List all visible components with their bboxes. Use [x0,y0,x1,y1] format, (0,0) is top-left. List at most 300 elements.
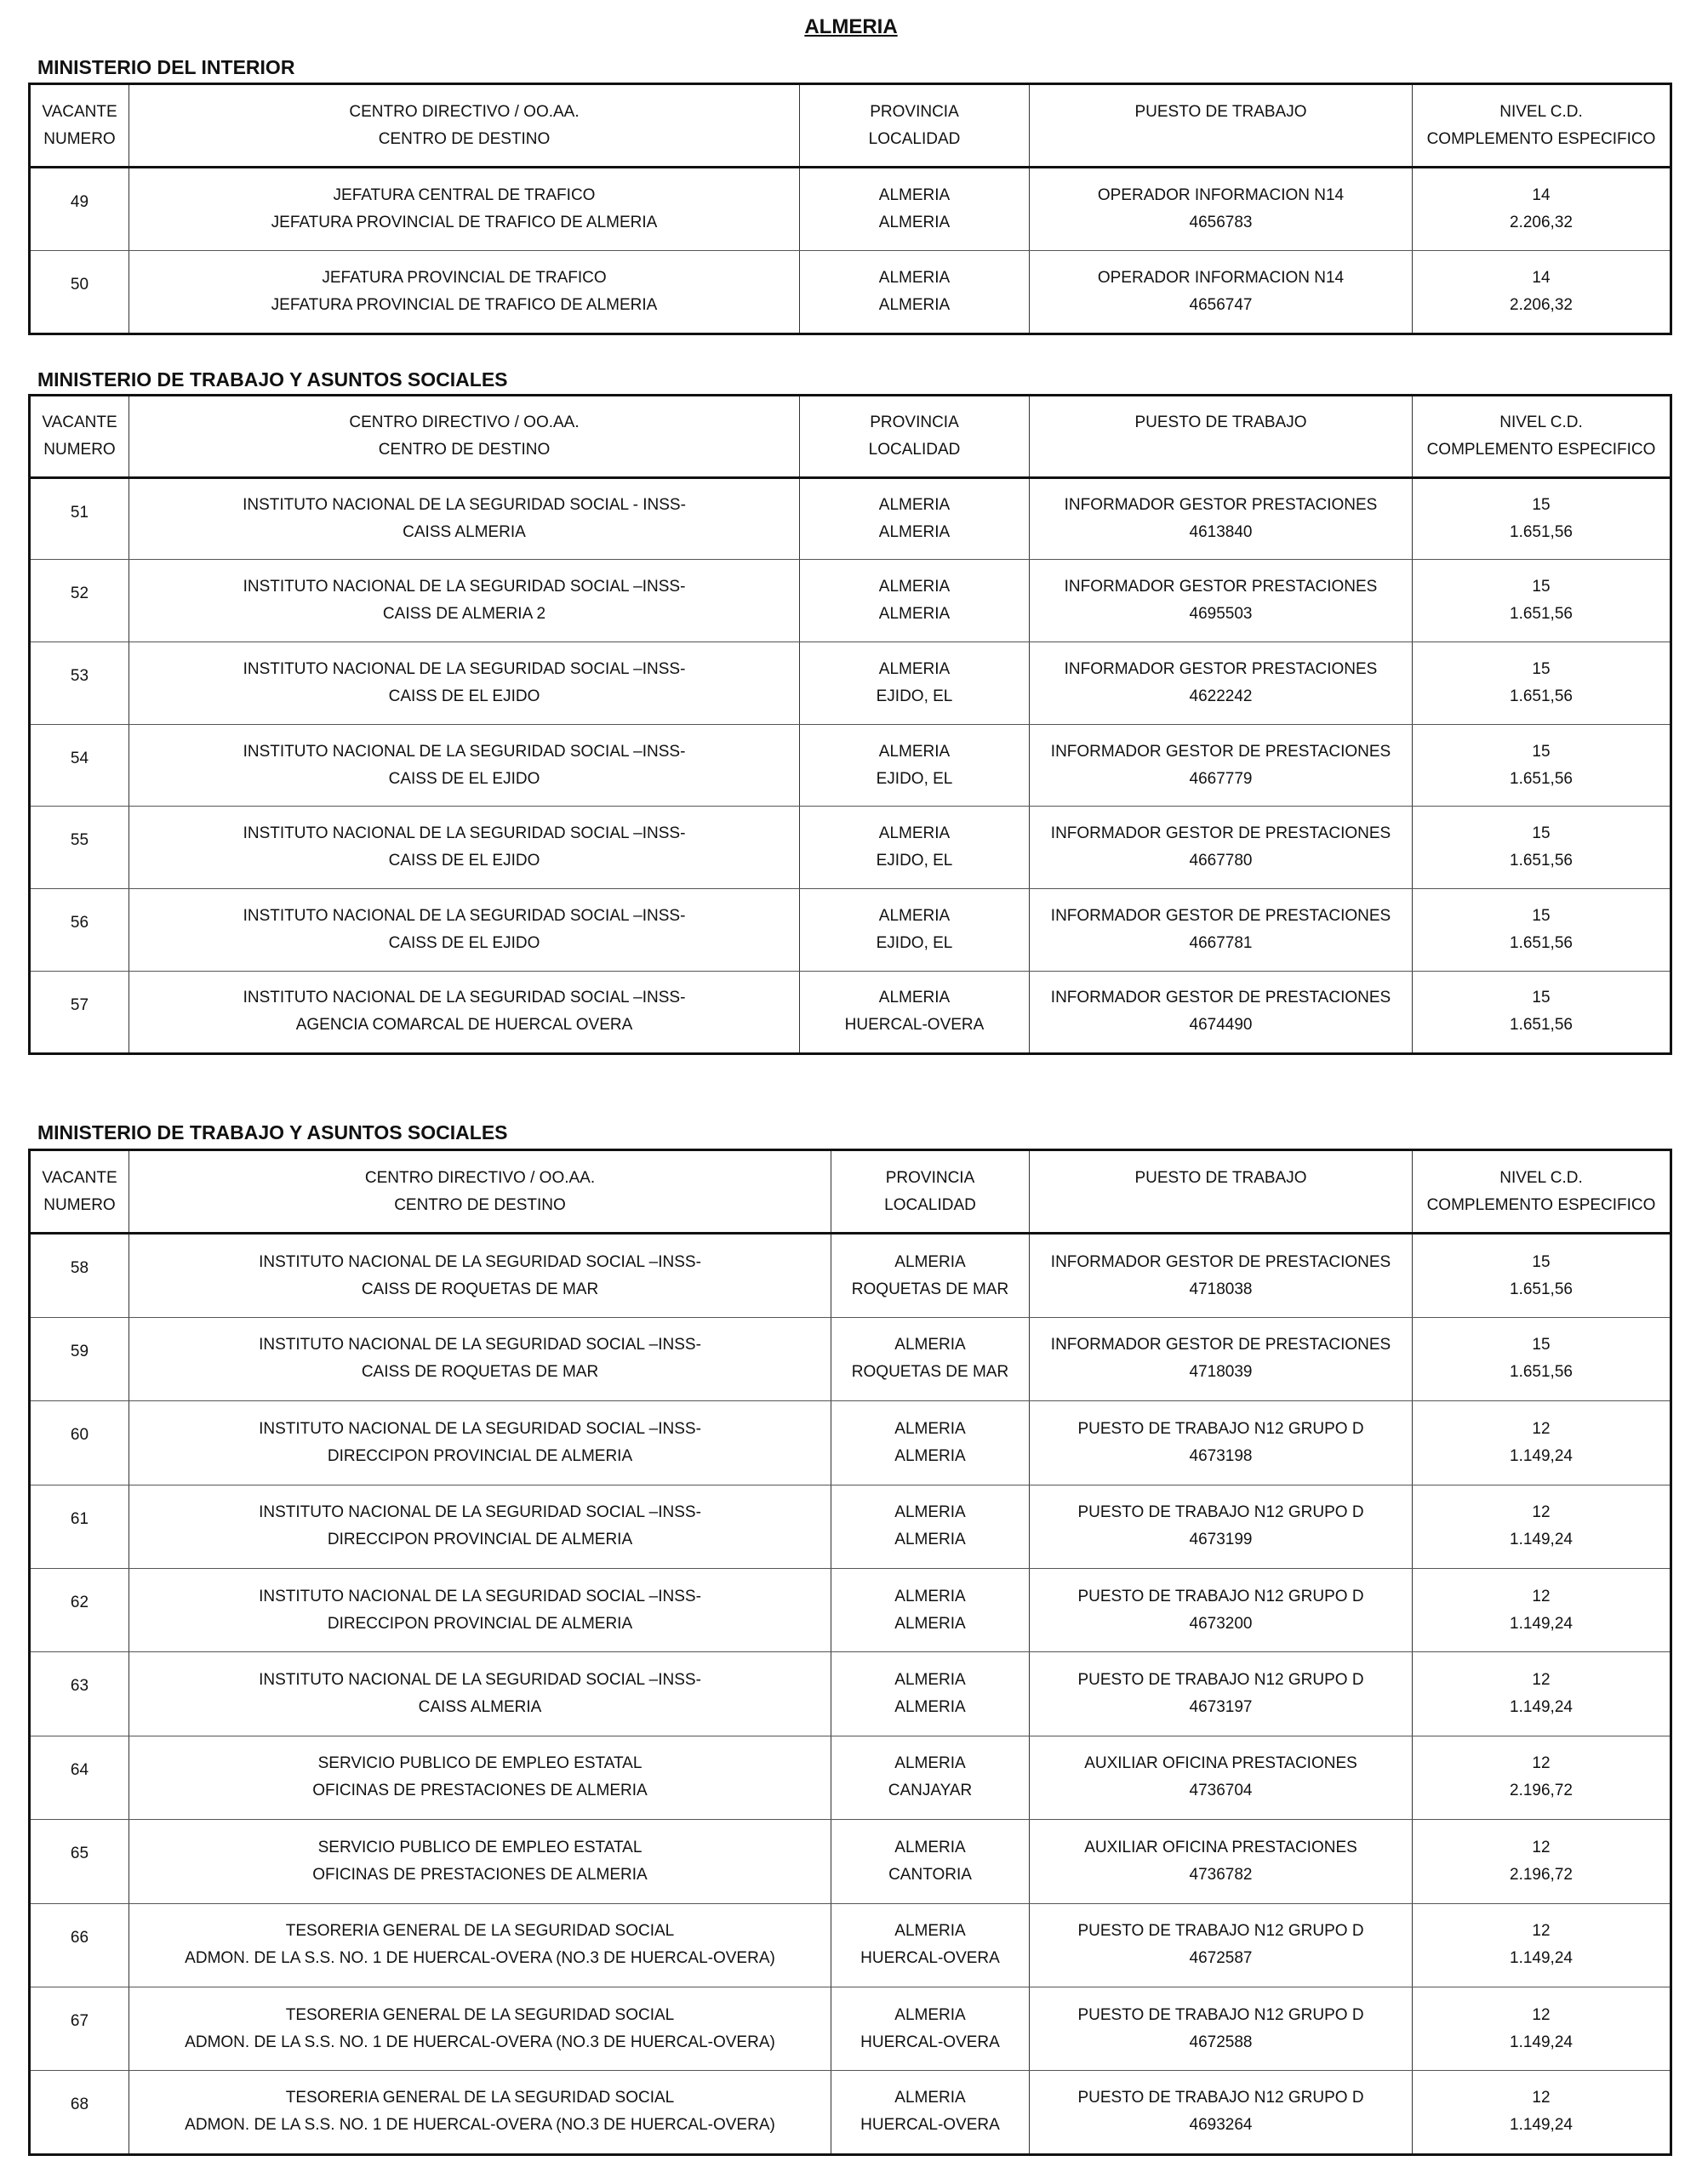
nivel-complemento-line: 1.149,24 [1510,2033,1573,2051]
nivel-complemento [1413,1736,1671,1819]
table-row [30,1652,1671,1736]
centro-destino [129,724,800,807]
centro-destino [129,1234,831,1317]
centro-destino [129,1401,831,1485]
centro-destino-line: SERVICIO PUBLICO DE EMPLEO ESTATAL [317,1754,643,1773]
table-row [30,1401,1671,1485]
centro-destino-line: CAISS ALMERIA [403,523,526,542]
nivel-complemento-line: 2.206,32 [1510,214,1573,231]
vacante-numero: 56 [30,889,129,972]
puesto-trabajo [1030,1987,1413,2070]
nivel-complemento [1413,251,1671,334]
puesto-trabajo-line: INFORMADOR GESTOR DE PRESTACIONES [1050,824,1391,843]
vacante-numero: 51 [30,477,129,560]
nivel-complemento-line: 1.651,56 [1510,605,1573,624]
centro-destino-line: CAISS DE EL EJIDO [388,769,540,788]
puesto-trabajo-line: 4674490 [1189,1016,1253,1035]
header-puesto-trabajo-line [1033,1192,1408,1219]
table-row [30,889,1671,972]
provincia-localidad-line: ROQUETAS DE MAR [851,1280,1009,1298]
puesto-trabajo-line: 4673200 [1189,1614,1253,1633]
table-row [30,1568,1671,1651]
provincia-localidad [831,1568,1030,1651]
centro-destino-line: INSTITUTO NACIONAL DE LA SEGURIDAD SOCIAL –INSS- [243,824,686,843]
table-row [30,642,1671,725]
provincia-localidad-line: HUERCAL-OVERA [860,2033,1000,2051]
nivel-complemento-line: 14 [1532,186,1551,204]
puesto-trabajo [1030,1234,1413,1317]
centro-destino-line: DIRECCIPON PROVINCIAL DE ALMERIA [327,1531,633,1549]
centro-destino-line: CAISS DE ROQUETAS DE MAR [361,1280,599,1298]
nivel-complemento-line: 15 [1532,989,1551,1007]
header-nivel-complemento [1413,84,1671,168]
table-row [30,251,1671,334]
puesto-trabajo-line: 4673198 [1189,1446,1253,1465]
centro-destino-line: INSTITUTO NACIONAL DE LA SEGURIDAD SOCIAL –INSS- [243,578,686,596]
puesto-trabajo-line: 4718039 [1189,1363,1253,1382]
vacante-numero: 60 [30,1401,129,1485]
header-vacante-numero-line: NUMERO [43,1195,116,1214]
provincia-localidad [800,168,1030,251]
provincia-localidad [831,1485,1030,1568]
centro-destino [129,477,800,560]
nivel-complemento [1413,1401,1671,1485]
vacante-numero: 64 [30,1736,129,1819]
nivel-complemento-line: 1.149,24 [1510,1446,1573,1465]
nivel-complemento [1413,1234,1671,1317]
provincia-localidad-line: EJIDO, EL [876,852,953,870]
nivel-complemento [1413,889,1671,972]
puesto-trabajo-line: 4718038 [1189,1280,1253,1298]
table-row [30,724,1671,807]
nivel-complemento-line: 1.651,56 [1510,933,1573,952]
table-row [30,560,1671,642]
puesto-trabajo [1030,642,1413,725]
puesto-trabajo-line: 4736704 [1189,1782,1253,1800]
vacante-numero: 68 [30,2071,129,2154]
centro-destino-line: JEFATURA PROVINCIAL DE TRAFICO DE ALMERIA [271,214,658,231]
nivel-complemento-line: 1.149,24 [1510,1949,1573,1968]
nivel-complemento-line: 12 [1532,1587,1551,1605]
puesto-trabajo-line: INFORMADOR GESTOR PRESTACIONES [1064,659,1378,678]
puesto-trabajo [1030,2071,1413,2154]
nivel-complemento [1413,1485,1671,1568]
nivel-complemento [1413,477,1671,560]
provincia-localidad-line: ALMERIA [894,1614,966,1633]
nivel-complemento [1413,642,1671,725]
table-row [30,1903,1671,1987]
nivel-complemento-line: 1.651,56 [1510,852,1573,870]
centro-destino-line: TESORERIA GENERAL DE LA SEGURIDAD SOCIAL [285,2089,675,2107]
puesto-trabajo-line: INFORMADOR GESTOR DE PRESTACIONES [1050,989,1391,1007]
puesto-trabajo [1030,1401,1413,1485]
puesto-trabajo-line: 4667780 [1189,852,1253,870]
puesto-trabajo [1030,1652,1413,1736]
nivel-complemento-line: 12 [1532,1754,1551,1773]
centro-destino-line: JEFATURA CENTRAL DE TRAFICO [333,186,596,204]
provincia-localidad [831,1903,1030,1987]
centro-destino [129,889,800,972]
puesto-trabajo-line: 4656783 [1189,214,1253,231]
table-row [30,1485,1671,1568]
header-centro-directivo-line: CENTRO DIRECTIVO / OO.AA. [364,1168,596,1187]
centro-destino-line: INSTITUTO NACIONAL DE LA SEGURIDAD SOCIAL –INSS- [259,1419,701,1438]
puesto-trabajo-line: INFORMADOR GESTOR PRESTACIONES [1064,496,1378,515]
vacante-numero: 54 [30,724,129,807]
puesto-trabajo-line: PUESTO DE TRABAJO N12 GRUPO D [1077,1922,1364,1941]
puesto-trabajo-line: OPERADOR INFORMACION N14 [1097,186,1345,204]
nivel-complemento-line: 15 [1532,1336,1551,1354]
puesto-trabajo [1030,971,1413,1053]
puesto-trabajo-line: 4672588 [1189,2033,1253,2051]
header-nivel-complemento-line: NIVEL C.D. [1499,1168,1583,1187]
table-row [30,477,1671,560]
centro-destino [129,168,800,251]
nivel-complemento [1413,560,1671,642]
puesto-trabajo-line: PUESTO DE TRABAJO N12 GRUPO D [1077,1587,1364,1605]
centro-destino-line: INSTITUTO NACIONAL DE LA SEGURIDAD SOCIAL –INSS- [259,1671,701,1690]
header-nivel-complemento-line: NIVEL C.D. [1499,413,1583,431]
nivel-complemento-line: 15 [1532,496,1551,515]
provincia-localidad-line: ALMERIA [894,1446,966,1465]
puesto-trabajo-line: AUXILIAR OFICINA PRESTACIONES [1084,1838,1357,1856]
centro-destino-line: INSTITUTO NACIONAL DE LA SEGURIDAD SOCIAL –INSS- [243,659,686,678]
centro-destino [129,971,800,1053]
table-row [30,1234,1671,1317]
header-puesto-trabajo-line [1033,436,1408,464]
centro-destino [129,807,800,889]
vacante-numero: 66 [30,1903,129,1987]
provincia-localidad-line: ALMERIA [894,1671,966,1690]
vacante-numero: 59 [30,1317,129,1400]
vacancies-table-interior [28,83,1672,335]
centro-destino-line: CAISS DE ROQUETAS DE MAR [361,1363,599,1382]
table-row [30,971,1671,1053]
provincia-localidad [831,1317,1030,1400]
nivel-complemento-line: 1.651,56 [1510,1280,1573,1298]
centro-destino-line: CAISS DE EL EJIDO [388,852,540,870]
centro-destino-line: AGENCIA COMARCAL DE HUERCAL OVERA [295,1016,633,1035]
provincia-localidad [800,642,1030,725]
header-centro-directivo-line: CENTRO DIRECTIVO / OO.AA. [349,413,580,431]
provincia-localidad-line: ALMERIA [878,578,951,596]
header-nivel-complemento-line: COMPLEMENTO ESPECIFICO [1426,129,1656,148]
provincia-localidad-line: ALMERIA [878,214,951,231]
provincia-localidad [800,477,1030,560]
puesto-trabajo [1030,1568,1413,1651]
nivel-complemento-line: 1.651,56 [1510,1016,1573,1035]
provincia-localidad [800,251,1030,334]
table-row [30,1820,1671,1903]
nivel-complemento [1413,2071,1671,2154]
provincia-localidad-line: ALMERIA [878,296,951,314]
puesto-trabajo-line: 4673199 [1189,1531,1253,1549]
nivel-complemento-line: 1.651,56 [1510,687,1573,705]
provincia-localidad-line: EJIDO, EL [876,933,953,952]
centro-destino-line: CAISS ALMERIA [418,1698,542,1717]
puesto-trabajo-line: 4667781 [1189,933,1253,952]
nivel-complemento [1413,971,1671,1053]
header-nivel-complemento [1413,1150,1671,1234]
puesto-trabajo-line: PUESTO DE TRABAJO N12 GRUPO D [1077,2005,1364,2024]
vacante-numero: 50 [30,251,129,334]
puesto-trabajo-line: 4695503 [1189,605,1253,624]
centro-destino-line: ADMON. DE LA S.S. NO. 1 DE HUERCAL-OVERA (NO.3 DE HUERCAL-OVERA) [185,1949,775,1968]
vacancies-table-trabajo-2 [28,1149,1672,2156]
nivel-complemento-line: 1.651,56 [1510,523,1573,542]
vacante-numero: 52 [30,560,129,642]
puesto-trabajo-line: 4656747 [1189,296,1253,314]
provincia-localidad-line: ALMERIA [894,1587,966,1605]
header-row [30,84,1671,168]
provincia-localidad-line: ALMERIA [878,523,951,542]
nivel-complemento-line: 15 [1532,742,1551,761]
centro-destino-line: DIRECCIPON PROVINCIAL DE ALMERIA [327,1614,633,1633]
provincia-localidad-line: ALMERIA [894,1838,966,1856]
centro-destino [129,1317,831,1400]
puesto-trabajo-line: INFORMADOR GESTOR DE PRESTACIONES [1050,1336,1391,1354]
header-centro-directivo [129,396,800,478]
provincia-localidad [831,1234,1030,1317]
nivel-complemento-line: 2.196,72 [1510,1782,1573,1800]
provincia-localidad-line: ALMERIA [878,906,951,925]
provincia-localidad [831,1987,1030,2070]
table-row [30,1736,1671,1819]
provincia-localidad [831,2071,1030,2154]
centro-destino-line: JEFATURA PROVINCIAL DE TRAFICO DE ALMERIA [271,296,658,314]
header-centro-directivo-line: CENTRO DE DESTINO [378,129,551,148]
section-heading-trabajo-2: MINISTERIO DE TRABAJO Y ASUNTOS SOCIALES [37,1121,508,1143]
nivel-complemento-line: 1.149,24 [1510,1614,1573,1633]
nivel-complemento-line: 1.149,24 [1510,1698,1573,1717]
nivel-complemento-line: 15 [1532,824,1551,843]
header-vacante-numero-line: NUMERO [43,440,116,459]
puesto-trabajo-line: PUESTO DE TRABAJO N12 GRUPO D [1077,2089,1364,2107]
vacante-numero: 53 [30,642,129,725]
header-provincia-localidad-line: LOCALIDAD [868,129,961,148]
centro-destino-line: INSTITUTO NACIONAL DE LA SEGURIDAD SOCIAL –INSS- [259,1336,701,1354]
header-puesto-trabajo [1030,1150,1413,1234]
nivel-complemento [1413,1820,1671,1903]
nivel-complemento-line: 12 [1532,1419,1551,1438]
nivel-complemento-line: 12 [1532,1671,1551,1690]
provincia-localidad-line: EJIDO, EL [876,687,953,705]
centro-destino-line: INSTITUTO NACIONAL DE LA SEGURIDAD SOCIAL - INSS- [243,496,686,515]
centro-destino-line: INSTITUTO NACIONAL DE LA SEGURIDAD SOCIAL –INSS- [259,1587,701,1605]
centro-destino [129,1485,831,1568]
header-row [30,396,1671,478]
header-puesto-trabajo-line: PUESTO DE TRABAJO [1134,102,1307,121]
centro-destino [129,1820,831,1903]
nivel-complemento [1413,1987,1671,2070]
centro-destino-line: TESORERIA GENERAL DE LA SEGURIDAD SOCIAL [285,1922,675,1941]
centro-destino-line: INSTITUTO NACIONAL DE LA SEGURIDAD SOCIAL –INSS- [243,906,686,925]
header-vacante-numero [30,1150,129,1234]
provincia-localidad-line: ALMERIA [894,2089,966,2107]
vacancies-table-trabajo-1 [28,394,1672,1055]
header-centro-directivo-line: CENTRO DE DESTINO [394,1195,566,1214]
header-provincia-localidad-line: PROVINCIA [885,1168,975,1187]
centro-destino [129,1652,831,1736]
centro-destino-line: INSTITUTO NACIONAL DE LA SEGURIDAD SOCIAL –INSS- [243,742,686,761]
centro-destino [129,251,800,334]
header-nivel-complemento [1413,396,1671,478]
section-heading-trabajo-1: MINISTERIO DE TRABAJO Y ASUNTOS SOCIALES [37,368,508,391]
nivel-complemento-line: 15 [1532,578,1551,596]
centro-destino-line: JEFATURA PROVINCIAL DE TRAFICO [322,269,607,287]
header-provincia-localidad-line: PROVINCIA [870,413,959,431]
puesto-trabajo [1030,1317,1413,1400]
header-provincia-localidad [800,84,1030,168]
provincia-localidad [800,724,1030,807]
nivel-complemento [1413,168,1671,251]
provincia-localidad [800,889,1030,972]
centro-destino-line: INSTITUTO NACIONAL DE LA SEGURIDAD SOCIAL –INSS- [259,1252,701,1271]
provincia-localidad-line: ALMERIA [878,605,951,624]
header-vacante-numero-line: VACANTE [42,1168,117,1187]
provincia-localidad-line: ALMERIA [878,186,951,204]
puesto-trabajo-line: INFORMADOR GESTOR PRESTACIONES [1064,578,1378,596]
nivel-complemento-line: 12 [1532,1838,1551,1856]
provincia-localidad-line: ALMERIA [894,1698,966,1717]
provincia-localidad-line: ALMERIA [894,1531,966,1549]
centro-destino [129,1736,831,1819]
puesto-trabajo [1030,168,1413,251]
header-centro-directivo-line: CENTRO DIRECTIVO / OO.AA. [349,102,580,121]
centro-destino [129,560,800,642]
nivel-complemento-line: 14 [1532,269,1551,287]
header-row [30,1150,1671,1234]
provincia-localidad-line: ALMERIA [894,1252,966,1271]
provincia-localidad [800,971,1030,1053]
provincia-localidad [800,560,1030,642]
nivel-complemento-line: 15 [1532,906,1551,925]
centro-destino-line: SERVICIO PUBLICO DE EMPLEO ESTATAL [317,1838,643,1856]
nivel-complemento-line: 1.651,56 [1510,1363,1573,1382]
puesto-trabajo-line: 4667779 [1189,769,1253,788]
centro-destino-line: CAISS DE ALMERIA 2 [382,605,546,624]
centro-destino [129,1987,831,2070]
provincia-localidad-line: ROQUETAS DE MAR [851,1363,1009,1382]
centro-destino-line: DIRECCIPON PROVINCIAL DE ALMERIA [327,1446,633,1465]
centro-destino-line: INSTITUTO NACIONAL DE LA SEGURIDAD SOCIAL –INSS- [243,989,686,1007]
header-provincia-localidad [800,396,1030,478]
vacante-numero: 57 [30,971,129,1053]
vacante-numero: 63 [30,1652,129,1736]
centro-destino [129,1568,831,1651]
puesto-trabajo [1030,1820,1413,1903]
nivel-complemento-line: 1.149,24 [1510,2116,1573,2135]
provincia-localidad-line: EJIDO, EL [876,769,953,788]
provincia-localidad-line: ALMERIA [894,1754,966,1773]
centro-destino-line: OFICINAS DE PRESTACIONES DE ALMERIA [312,1782,648,1800]
header-nivel-complemento-line: NIVEL C.D. [1499,102,1583,121]
centro-destino-line: CAISS DE EL EJIDO [388,687,540,705]
puesto-trabajo [1030,1736,1413,1819]
puesto-trabajo-line: INFORMADOR GESTOR DE PRESTACIONES [1050,742,1391,761]
header-puesto-trabajo-line [1033,126,1408,153]
centro-destino [129,2071,831,2154]
table-row [30,1987,1671,2070]
puesto-trabajo [1030,1903,1413,1987]
header-provincia-localidad-line: LOCALIDAD [884,1195,976,1214]
centro-destino-line: INSTITUTO NACIONAL DE LA SEGURIDAD SOCIAL –INSS- [259,1503,701,1522]
header-provincia-localidad-line: LOCALIDAD [868,440,961,459]
header-vacante-numero-line: VACANTE [42,102,117,121]
vacante-numero: 65 [30,1820,129,1903]
header-vacante-numero [30,396,129,478]
vacante-numero: 55 [30,807,129,889]
header-nivel-complemento-line: COMPLEMENTO ESPECIFICO [1426,1195,1656,1214]
puesto-trabajo-line: INFORMADOR GESTOR DE PRESTACIONES [1050,906,1391,925]
nivel-complemento-line: 1.149,24 [1510,1531,1573,1549]
puesto-trabajo-line: PUESTO DE TRABAJO N12 GRUPO D [1077,1671,1364,1690]
nivel-complemento-line: 12 [1532,1503,1551,1522]
nivel-complemento [1413,1903,1671,1987]
puesto-trabajo-line: INFORMADOR GESTOR DE PRESTACIONES [1050,1252,1391,1271]
puesto-trabajo-line: AUXILIAR OFICINA PRESTACIONES [1084,1754,1357,1773]
puesto-trabajo [1030,807,1413,889]
provincia-localidad-line: ALMERIA [878,742,951,761]
header-vacante-numero-line: NUMERO [43,129,116,148]
nivel-complemento-line: 1.651,56 [1510,769,1573,788]
nivel-complemento [1413,1317,1671,1400]
puesto-trabajo-line: 4613840 [1189,523,1253,542]
header-provincia-localidad [831,1150,1030,1234]
nivel-complemento-line: 12 [1532,2005,1551,2024]
centro-destino-line: CAISS DE EL EJIDO [388,933,540,952]
header-vacante-numero [30,84,129,168]
table-row [30,2071,1671,2154]
centro-destino-line: ADMON. DE LA S.S. NO. 1 DE HUERCAL-OVERA (NO.3 DE HUERCAL-OVERA) [185,2116,775,2135]
header-centro-directivo [129,84,800,168]
header-puesto-trabajo-line: PUESTO DE TRABAJO [1134,1168,1307,1187]
nivel-complemento-line: 12 [1532,2089,1551,2107]
provincia-localidad-line: ALMERIA [878,989,951,1007]
provincia-localidad-line: ALMERIA [894,2005,966,2024]
puesto-trabajo [1030,251,1413,334]
nivel-complemento-line: 15 [1532,1252,1551,1271]
provincia-localidad [831,1736,1030,1819]
puesto-trabajo-line: 4736782 [1189,1865,1253,1884]
vacante-numero: 67 [30,1987,129,2070]
provincia-localidad-line: HUERCAL-OVERA [860,1949,1000,1968]
puesto-trabajo-line: PUESTO DE TRABAJO N12 GRUPO D [1077,1419,1364,1438]
provincia-localidad-line: ALMERIA [894,1419,966,1438]
header-centro-directivo [129,1150,831,1234]
puesto-trabajo-line: 4622242 [1189,687,1253,705]
header-vacante-numero-line: VACANTE [42,413,117,431]
nivel-complemento [1413,807,1671,889]
nivel-complemento [1413,1652,1671,1736]
vacante-numero: 61 [30,1485,129,1568]
provincia-localidad-line: HUERCAL-OVERA [860,2116,1000,2135]
provincia-localidad-line: ALMERIA [878,496,951,515]
table-row [30,807,1671,889]
centro-destino [129,1903,831,1987]
header-nivel-complemento-line: COMPLEMENTO ESPECIFICO [1426,440,1656,459]
provincia-localidad [831,1401,1030,1485]
header-puesto-trabajo [1030,84,1413,168]
vacante-numero: 49 [30,168,129,251]
header-puesto-trabajo [1030,396,1413,478]
nivel-complemento-line: 2.196,72 [1510,1865,1573,1884]
puesto-trabajo [1030,477,1413,560]
centro-destino-line: ADMON. DE LA S.S. NO. 1 DE HUERCAL-OVERA (NO.3 DE HUERCAL-OVERA) [185,2033,775,2051]
provincia-localidad [800,807,1030,889]
puesto-trabajo [1030,1485,1413,1568]
provincia-localidad-line: ALMERIA [878,269,951,287]
